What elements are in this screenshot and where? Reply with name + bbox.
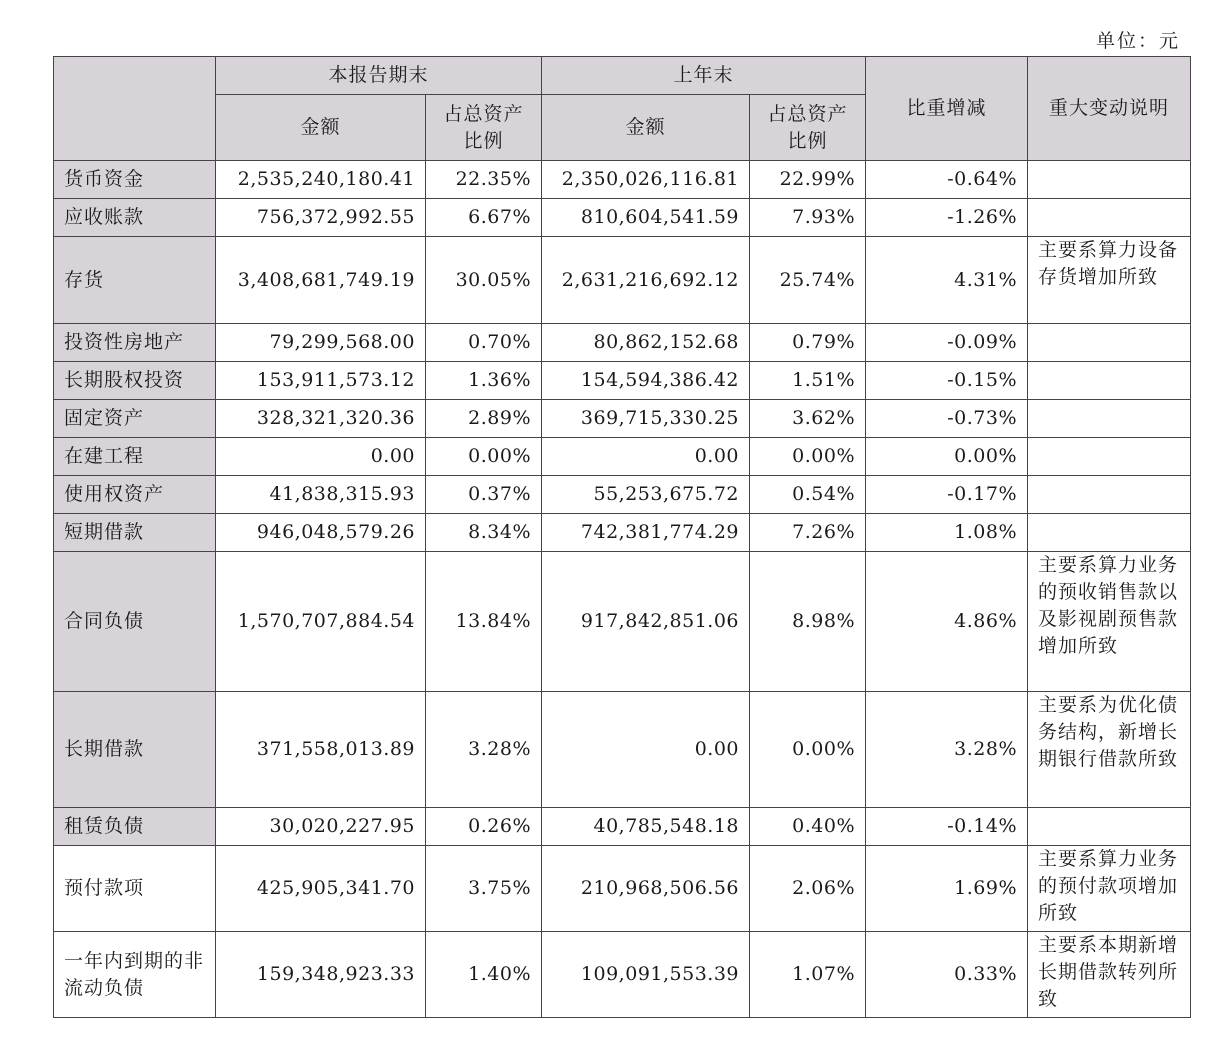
cur-amount: 153,911,573.12 (216, 362, 426, 400)
cur-ratio: 30.05% (426, 237, 542, 324)
ratio-change: 1.08% (866, 514, 1028, 552)
cur-ratio: 1.36% (426, 362, 542, 400)
prev-amount: 80,862,152.68 (542, 324, 750, 362)
cur-amount: 2,535,240,180.41 (216, 161, 426, 199)
ratio-change: -0.14% (866, 808, 1028, 846)
header-item-blank (54, 57, 216, 161)
prev-ratio: 0.00% (750, 438, 866, 476)
change-note: 主要系算力业务的预付款项增加所致 (1028, 846, 1191, 932)
header-prev-amount: 金额 (542, 95, 750, 161)
cur-ratio: 0.37% (426, 476, 542, 514)
cur-ratio: 0.26% (426, 808, 542, 846)
row-item: 投资性房地产 (54, 324, 216, 362)
header-prior-year: 上年末 (542, 57, 866, 95)
cur-ratio: 8.34% (426, 514, 542, 552)
table-row (54, 237, 1191, 324)
ratio-line2: 比例 (463, 129, 504, 152)
prev-ratio: 0.54% (750, 476, 866, 514)
cur-ratio: 2.89% (426, 400, 542, 438)
ratio-change: 4.31% (866, 237, 1028, 324)
header-prev-ratio (750, 95, 866, 161)
cur-ratio: 0.70% (426, 324, 542, 362)
ratio-change: 3.28% (866, 692, 1028, 808)
cur-amount: 1,570,707,884.54 (216, 552, 426, 692)
cur-amount: 328,321,320.36 (216, 400, 426, 438)
table-row (54, 438, 1191, 476)
ratio-line2: 比例 (787, 129, 828, 152)
row-item: 在建工程 (54, 438, 216, 476)
prev-amount: 210,968,506.56 (542, 846, 750, 932)
ratio-change: -0.09% (866, 324, 1028, 362)
prev-amount: 810,604,541.59 (542, 199, 750, 237)
ratio-change: 0.00% (866, 438, 1028, 476)
change-note (1028, 400, 1191, 438)
prev-amount: 55,253,675.72 (542, 476, 750, 514)
prev-ratio: 8.98% (750, 552, 866, 692)
prev-ratio: 1.07% (750, 932, 866, 1018)
change-note (1028, 324, 1191, 362)
table-row (54, 808, 1191, 846)
row-item: 存货 (54, 237, 216, 324)
ratio-change: -0.73% (866, 400, 1028, 438)
ratio-change: 0.33% (866, 932, 1028, 1018)
row-item: 固定资产 (54, 400, 216, 438)
change-note (1028, 199, 1191, 237)
header-current-period: 本报告期末 (216, 57, 542, 95)
cur-ratio: 0.00% (426, 438, 542, 476)
unit-label: 单位：元 (1095, 30, 1180, 52)
change-note: 主要系本期新增长期借款转列所致 (1028, 932, 1191, 1018)
prev-amount: 369,715,330.25 (542, 400, 750, 438)
table-row (54, 362, 1191, 400)
prev-ratio: 2.06% (750, 846, 866, 932)
prev-ratio: 0.00% (750, 692, 866, 808)
cur-amount: 79,299,568.00 (216, 324, 426, 362)
table-row (54, 199, 1191, 237)
cur-ratio: 6.67% (426, 199, 542, 237)
change-note: 主要系算力业务的预收销售款以及影视剧预售款增加所致 (1028, 552, 1191, 692)
cur-amount: 425,905,341.70 (216, 846, 426, 932)
change-note (1028, 514, 1191, 552)
table-row (54, 476, 1191, 514)
ratio-change: -1.26% (866, 199, 1028, 237)
header-cur-ratio (426, 95, 542, 161)
row-item: 长期借款 (54, 692, 216, 808)
change-note (1028, 438, 1191, 476)
ratio-change: 4.86% (866, 552, 1028, 692)
table-row (54, 846, 1191, 932)
cur-amount: 3,408,681,749.19 (216, 237, 426, 324)
change-note (1028, 808, 1191, 846)
cur-amount: 30,020,227.95 (216, 808, 426, 846)
row-item: 租赁负债 (54, 808, 216, 846)
cur-ratio: 1.40% (426, 932, 542, 1018)
prev-ratio: 3.62% (750, 400, 866, 438)
table-row (54, 161, 1191, 199)
table-row (54, 514, 1191, 552)
row-item: 合同负债 (54, 552, 216, 692)
prev-amount: 742,381,774.29 (542, 514, 750, 552)
table-row (54, 400, 1191, 438)
cur-amount: 0.00 (216, 438, 426, 476)
prev-ratio: 7.26% (750, 514, 866, 552)
ratio-change: -0.15% (866, 362, 1028, 400)
ratio-change: -0.17% (866, 476, 1028, 514)
row-item: 预付款项 (54, 846, 216, 932)
ratio-line1: 占总资产 (767, 102, 848, 125)
ratio-line1: 占总资产 (443, 102, 524, 125)
cur-amount: 159,348,923.33 (216, 932, 426, 1018)
table-row (54, 692, 1191, 808)
table-row (54, 932, 1191, 1018)
header-cur-amount: 金额 (216, 95, 426, 161)
cur-ratio: 22.35% (426, 161, 542, 199)
cur-amount: 41,838,315.93 (216, 476, 426, 514)
cur-amount: 756,372,992.55 (216, 199, 426, 237)
change-note (1028, 476, 1191, 514)
prev-ratio: 22.99% (750, 161, 866, 199)
row-item: 应收账款 (54, 199, 216, 237)
prev-amount: 2,631,216,692.12 (542, 237, 750, 324)
prev-amount: 0.00 (542, 692, 750, 808)
ratio-change: -0.64% (866, 161, 1028, 199)
prev-ratio: 0.79% (750, 324, 866, 362)
change-note: 主要系为优化债务结构，新增长期银行借款所致 (1028, 692, 1191, 808)
change-note: 主要系算力设备存货增加所致 (1028, 237, 1191, 324)
cur-ratio: 3.28% (426, 692, 542, 808)
prev-amount: 154,594,386.42 (542, 362, 750, 400)
prev-ratio: 7.93% (750, 199, 866, 237)
ratio-change: 1.69% (866, 846, 1028, 932)
row-item: 长期股权投资 (54, 362, 216, 400)
row-item: 货币资金 (54, 161, 216, 199)
cur-ratio: 3.75% (426, 846, 542, 932)
prev-amount: 0.00 (542, 438, 750, 476)
prev-amount: 2,350,026,116.81 (542, 161, 750, 199)
change-note (1028, 161, 1191, 199)
prev-amount: 40,785,548.18 (542, 808, 750, 846)
balance-sheet-table (53, 56, 1191, 1018)
row-item: 一年内到期的非流动负债 (54, 932, 216, 1018)
prev-amount: 917,842,851.06 (542, 552, 750, 692)
header-change: 比重增减 (866, 57, 1028, 161)
cur-amount: 371,558,013.89 (216, 692, 426, 808)
row-item: 使用权资产 (54, 476, 216, 514)
table-row (54, 552, 1191, 692)
prev-ratio: 0.40% (750, 808, 866, 846)
prev-ratio: 1.51% (750, 362, 866, 400)
prev-ratio: 25.74% (750, 237, 866, 324)
table-row (54, 324, 1191, 362)
header-explanation: 重大变动说明 (1028, 57, 1191, 161)
cur-amount: 946,048,579.26 (216, 514, 426, 552)
cur-ratio: 13.84% (426, 552, 542, 692)
change-note (1028, 362, 1191, 400)
prev-amount: 109,091,553.39 (542, 932, 750, 1018)
row-item: 短期借款 (54, 514, 216, 552)
